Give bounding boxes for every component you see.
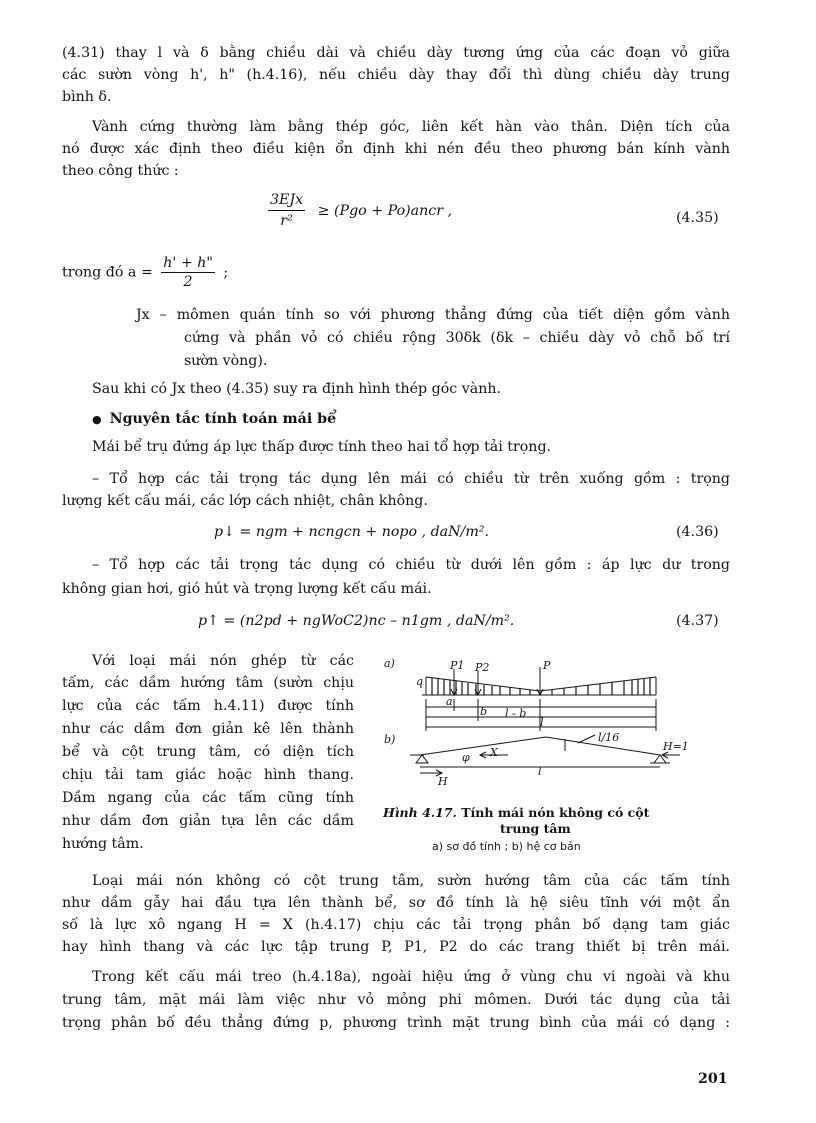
text-line: cứng và phần vỏ có chiều rộng 30δk (δk – chiều dày vỏ chỗ bố trí (184, 330, 730, 346)
text-line: trung tâm, mặt mái làm việc như vỏ mỏng phi mômen. Dưới tác dụng của tải (62, 992, 730, 1008)
eq-denominator: r² (280, 213, 293, 229)
where-suffix: ; (223, 264, 229, 281)
text-line: Vành cứng thường làm bằng thép góc, liên kết hàn vào thân. Diện tích của (92, 119, 730, 135)
equation-number: (4.35) (676, 210, 719, 226)
equation-number: (4.37) (676, 613, 719, 629)
label-a: a (446, 695, 453, 708)
text-line: Loại mái nón không có cột trung tâm, sườn hướng tâm của các tấm tính (92, 873, 730, 889)
text-line: lượng kết cấu mái, các lớp cách nhiệt, chân không. (62, 493, 428, 509)
figure-label-b: b) (384, 733, 396, 746)
text-line: như dầm đơn giản tựa lên các dầm (62, 813, 354, 829)
where-denominator: 2 (183, 274, 193, 290)
label-P2: P2 (475, 661, 490, 674)
label-H: H (438, 775, 448, 788)
caption-label: Hình 4.17. (383, 805, 457, 820)
text-line: Mái bể trụ đứng áp lực thấp được tính theo hai tổ hợp tải trọng. (92, 439, 552, 455)
label-q: q (416, 675, 424, 688)
label-l: l (540, 716, 544, 729)
text-line: như các dầm đơn giản kê lên thành (62, 721, 354, 737)
text-line: lực của các tấm h.4.11) được tính (62, 698, 354, 714)
label-P1: P1 (450, 659, 465, 672)
label-P: P (543, 659, 551, 672)
equation-4-37: p↑ = (n2pd + ngWoC2)nc – n1gm , daN/m². (198, 613, 515, 629)
label-H1: H=1 (663, 740, 689, 753)
text-line: các sườn vòng h', h" (h.4.16), nếu chiều dày thay đổi thì dùng chiều dày trung (62, 67, 730, 83)
text-line: số là lực xô ngang H = X (h.4.17) chịu các tải trọng phân bố dạng tam giác (62, 917, 730, 933)
where-clause (62, 254, 228, 291)
caption-sub: a) sơ đồ tính ; b) hệ cơ bản (432, 840, 581, 853)
figure-4-17 (380, 655, 700, 800)
text-line: sườn vòng). (184, 353, 268, 369)
text-line: (4.31) thay l và δ bằng chiều dài và chiều dày tương ứng của các đoạn vỏ giữa (62, 45, 730, 61)
page-number: 201 (698, 1071, 728, 1087)
text-line: chịu tải tam giác hoặc hình thang. (62, 767, 354, 783)
text-line: Với loại mái nón ghép từ các (92, 653, 354, 669)
where-numerator: h' + h" (163, 255, 213, 271)
label-l-b: l (538, 765, 542, 778)
text-line: theo công thức : (62, 163, 179, 179)
eq-rhs: ≥ (Pgo + Po)ancr , (317, 202, 452, 219)
text-line: – Tổ hợp các tải trọng tác dụng lên mái có chiều từ trên xuống gồm : trọng (92, 471, 730, 487)
text-line: – Tổ hợp các tải trọng tác dụng có chiều từ dưới lên gồm : áp lực dư trong (92, 557, 730, 573)
label-phi: φ (462, 751, 470, 764)
text-line: hay hình thang và các lực tập trung P, P1, P2 do các trang thiết bị trên mái. (62, 939, 730, 955)
label-l-minus-b: l - b (505, 707, 527, 720)
text-line: Jx – mômen quán tính so với phương thẳng đứng của tiết diện gồm vành (136, 307, 730, 323)
text-line: như dầm gẫy hai đầu tựa lên thành bể, sơ đồ tính là hệ siêu tĩnh với một ẩn (62, 895, 730, 911)
text-line: tấm, các dầm hướng tâm (sườn chịu (62, 675, 354, 691)
figure-label-a: a) (384, 657, 395, 670)
text-line: nó được xác định theo điều kiện ổn định khi nén đều theo phương bán kính vành (62, 141, 730, 157)
label-X: X (490, 746, 498, 759)
section-heading (92, 410, 336, 429)
equation-number: (4.36) (676, 524, 719, 540)
text-line: Trong kết cấu mái treo (h.4.18a), ngoài hiệu ứng ở vùng chu vi ngoài và khu (92, 969, 730, 985)
eq-numerator: 3EJx (268, 190, 305, 211)
label-b: b (480, 705, 488, 718)
equation-4-35 (268, 190, 452, 231)
text-line: hướng tâm. (62, 836, 144, 852)
label-l16: l/16 (598, 731, 620, 744)
text-line: Sau khi có Jx theo (4.35) suy ra định hình thép góc vành. (92, 381, 501, 397)
caption-title-line2: trung tâm (500, 821, 571, 836)
text-line: bình δ. (62, 89, 112, 105)
equation-4-36: p↓ = ngm + ncngcn + nopo , daN/m². (214, 524, 489, 540)
text-line: Dầm ngang của các tấm cũng tính (62, 790, 354, 806)
text-line: bể và cột trung tâm, có diện tích (62, 744, 354, 760)
caption-title: Tính mái nón không có cột (461, 805, 650, 820)
where-prefix: trong đó a = (62, 264, 153, 281)
text-line: trọng phân bố đều thẳng đứng p, phương trình mặt trung bình của mái có dạng : (62, 1015, 730, 1031)
text-line: không gian hơi, gió hút và trọng lượng kết cấu mái. (62, 581, 432, 597)
heading-text: Nguyên tắc tính toán mái bể (109, 411, 337, 427)
bullet-icon: ● (92, 413, 102, 426)
